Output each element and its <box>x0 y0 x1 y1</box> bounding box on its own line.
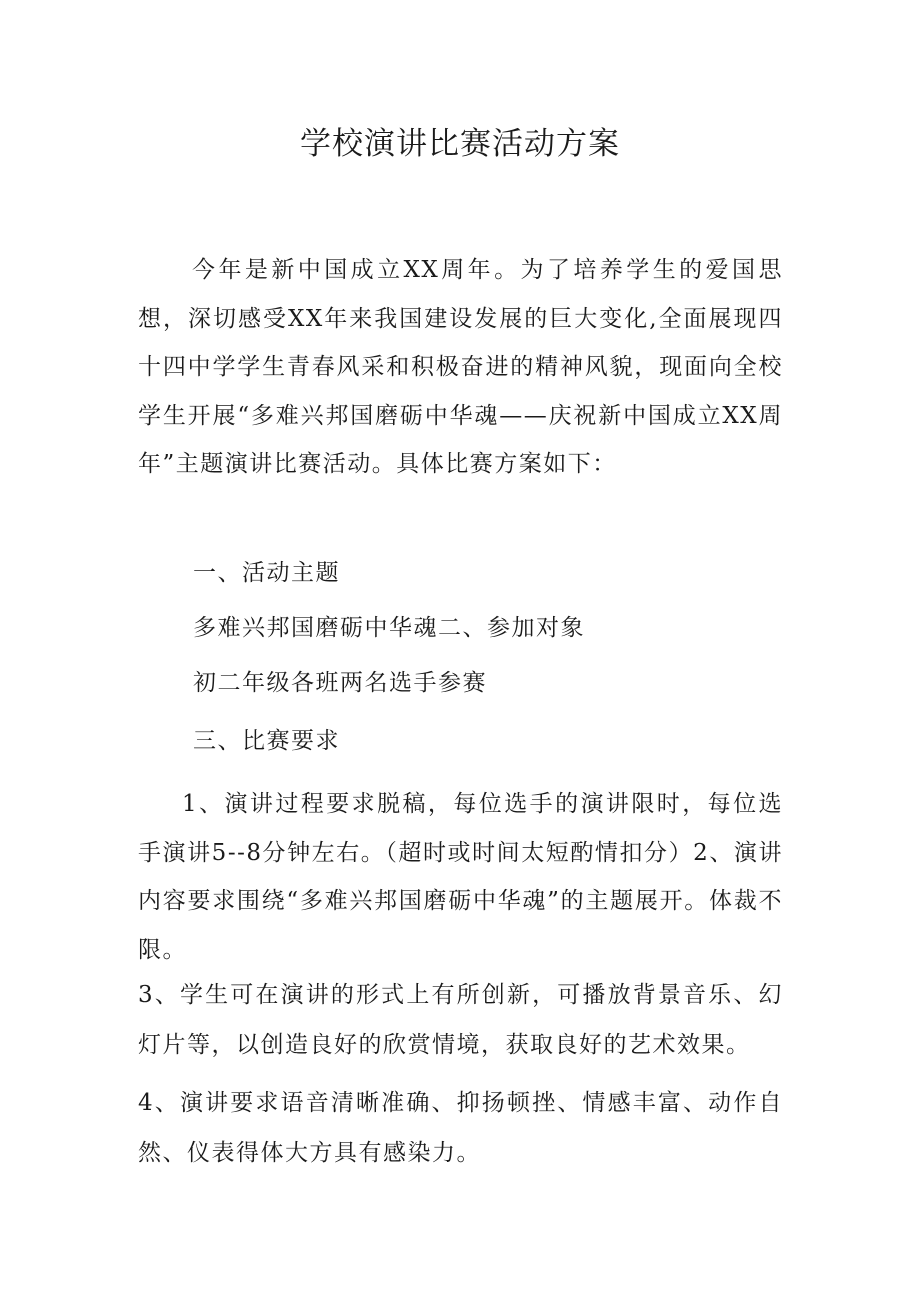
requirement-paragraph-1-2: 1、演讲过程要求脱稿，每位选手的演讲限时，每位选手演讲5--8分钟左右。（超时或时间太短酌情扣分）2、演讲内容要求围绕“多难兴邦国磨砺中华魂”的主题展开。体裁不限。 <box>138 791 783 963</box>
requirement-paragraph-3: 3、学生可在演讲的形式上有所创新，可播放背景音乐、幻灯片等，以创造良好的欣赏情境，获取良好的艺术效果。 <box>138 982 783 1058</box>
intro-paragraph: 今年是新中国成立XX周年。为了培养学生的爱国思想，深切感受XX年来我国建设发展的巨大变化,全面展现四十四中学学生青春风采和积极奋进的精神风貌，现面向全校学生开展“多难兴邦国磨砺中华魂——庆祝新中国成立XX周年”主题演讲比赛活动。具体比赛方案如下： <box>138 257 783 477</box>
theme-body-and-participants-heading: 多难兴邦国磨砺中华魂二、参加对象 <box>193 615 585 641</box>
document-title: 学校演讲比赛活动方案 <box>300 126 620 162</box>
requirement-paragraph-4: 4、演讲要求语音清晰准确、抑扬顿挫、情感丰富、动作自然、仪表得体大方具有感染力。 <box>138 1090 783 1166</box>
section-heading-theme: 一、活动主题 <box>193 560 340 586</box>
section-heading-requirements: 三、比赛要求 <box>193 728 340 754</box>
participants-body: 初二年级各班两名选手参赛 <box>193 670 487 696</box>
